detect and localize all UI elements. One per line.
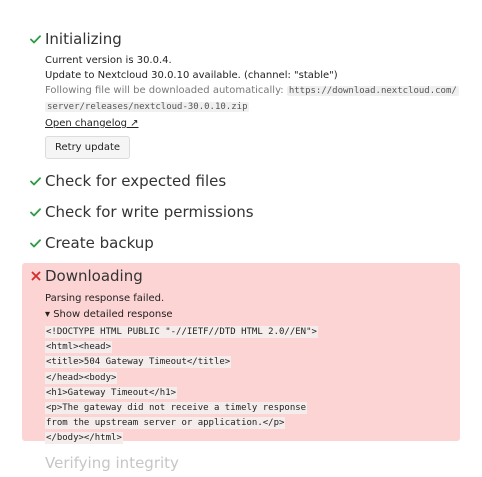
response-line: <title>504 Gateway Timeout</title> bbox=[46, 357, 231, 368]
step-downloading bbox=[22, 263, 460, 444]
response-line: <html><head> bbox=[46, 342, 112, 353]
response-line: </head><body> bbox=[46, 372, 117, 383]
check-icon bbox=[28, 177, 43, 186]
step-expected-files bbox=[22, 170, 460, 192]
step-verifying-integrity bbox=[22, 452, 460, 474]
response-line: </body></html> bbox=[46, 433, 122, 444]
step-title: Create backup bbox=[45, 234, 154, 252]
step-create-backup bbox=[22, 232, 460, 254]
update-available-text: Update to Nextcloud 30.0.10 available. (channel: "stable") bbox=[45, 70, 338, 81]
response-line: <p>The gateway did not receive a timely response bbox=[46, 403, 307, 414]
check-icon bbox=[28, 239, 43, 248]
open-changelog-link[interactable]: Open changelog ↗ bbox=[45, 118, 139, 129]
cross-icon bbox=[28, 271, 43, 281]
step-title: Initializing bbox=[45, 30, 122, 48]
detailed-response bbox=[45, 325, 460, 447]
step-write-permissions bbox=[22, 201, 460, 223]
current-version-text: Current version is 30.0.4. bbox=[45, 55, 172, 66]
step-initializing bbox=[22, 28, 460, 159]
show-detailed-response-toggle[interactable]: ▾ Show detailed response bbox=[45, 309, 173, 320]
step-title: Downloading bbox=[45, 267, 143, 285]
step-title: Check for write permissions bbox=[45, 203, 254, 221]
response-line: <h1>Gateway Timeout</h1> bbox=[46, 387, 177, 398]
check-icon bbox=[28, 35, 43, 44]
download-url-continued: server/releases/nextcloud-30.0.10.zip bbox=[47, 102, 248, 112]
response-line: from the upstream server or application.</p> bbox=[46, 418, 285, 429]
response-line: <!DOCTYPE HTML PUBLIC "-//IETF//DTD HTML 2.0//EN"> bbox=[46, 327, 317, 337]
step-title: Verifying integrity bbox=[45, 454, 179, 472]
download-url: https://download.nextcloud.com/ bbox=[288, 86, 457, 96]
error-message: Parsing response failed. bbox=[45, 293, 165, 304]
retry-update-button[interactable]: Retry update bbox=[45, 136, 130, 159]
download-note: Following file will be downloaded automatically: https://download.nextcloud.com/ bbox=[45, 85, 457, 96]
check-icon bbox=[28, 208, 43, 217]
step-title: Check for expected files bbox=[45, 172, 227, 190]
